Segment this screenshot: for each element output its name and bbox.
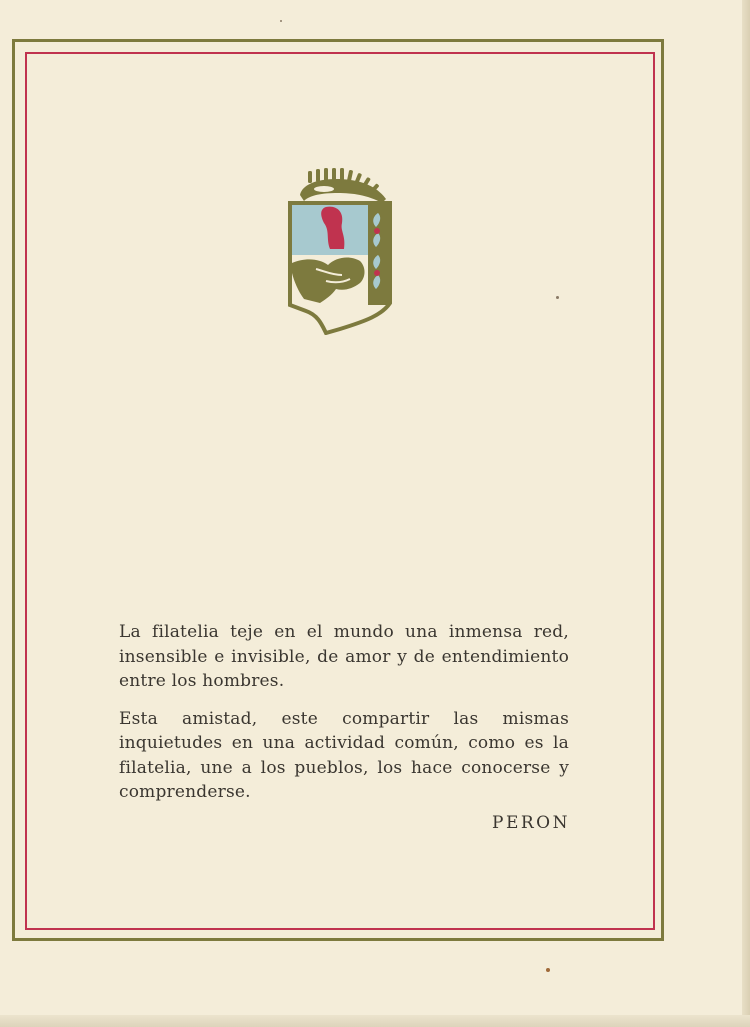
- quote-paragraph-1: La filatelia teje en el mundo una inmensa red, insensible e invisible, de amor y de entendimiento entre los hombres.: [119, 622, 569, 691]
- signature: PERON: [492, 813, 570, 833]
- crest-sun-rays: [300, 168, 386, 203]
- paper-speck: [280, 20, 282, 22]
- quote-text-block: [119, 620, 569, 805]
- page-bottom-edge: [0, 1015, 750, 1027]
- quote-paragraph-2: Esta amistad, este compartir las mismas inquietudes en una actividad común, como es la filatelia, une a los pueblos, los hace conocerse y comprenderse.: [119, 708, 569, 802]
- paper-speck: [546, 968, 550, 972]
- paper-speck: [556, 296, 559, 299]
- page-spine-shadow: [742, 0, 750, 1027]
- peronist-shield-emblem-icon: [286, 165, 394, 335]
